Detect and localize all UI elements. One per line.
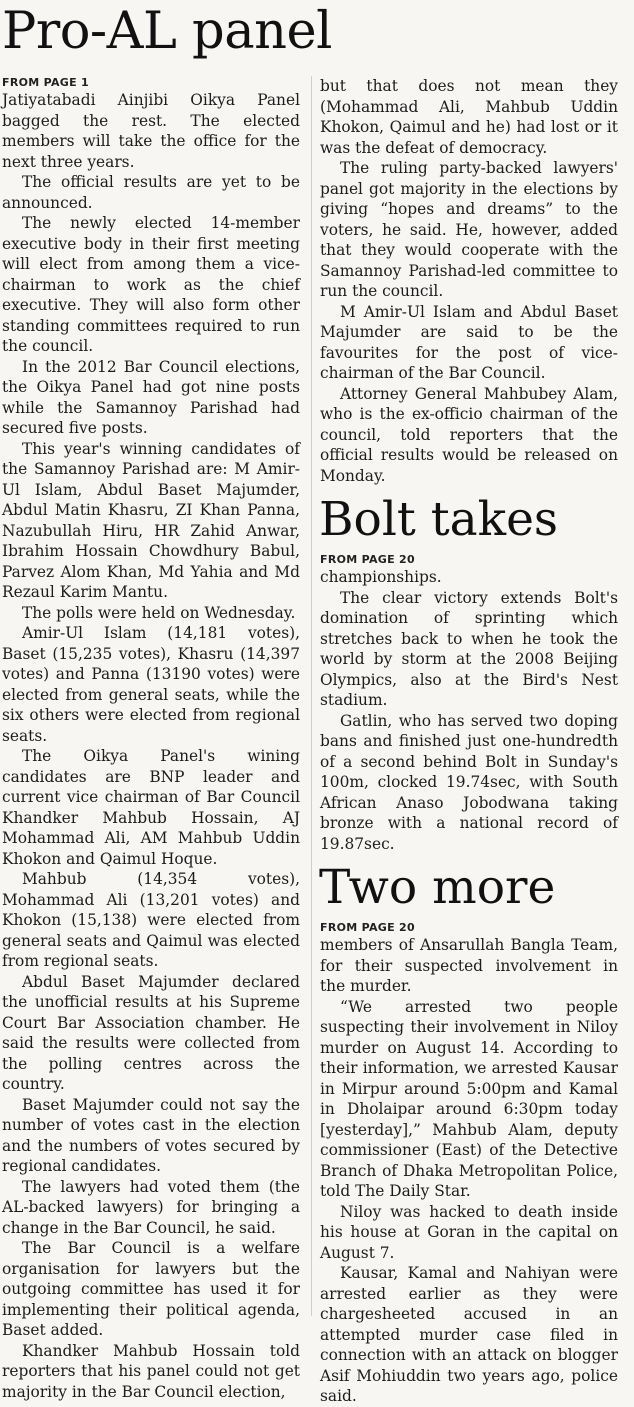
paragraph: The newly elected 14-member executive body in their first meeting will elect from among them a vice-chairman to work as the chief executive. They will also form other standing committees required to run the council. xyxy=(2,214,300,355)
paragraph: championships. xyxy=(320,568,442,586)
paragraph: but that does not mean they (Mohammad Ali, Mahbub Uddin Khokon, Qaimul and he) had lost or it was the defeat of democracy. xyxy=(320,77,618,157)
paragraph: The clear victory extends Bolt's domination of sprinting which stretches back to when he took the world by storm at the 2008 Beijing Olympics, also at the Bird's Nest stadium. xyxy=(320,588,618,709)
paragraph: “We arrested two people suspecting their involvement in Niloy murder on August 14. According to their information, we arrested Kausar in Mirpur around 5:00pm and Kamal in Dholaipar around 6:30pm today [yesterday],” Mahbub Alam, deputy commissioner (East) of the Detective Branch of Dhaka Metropolitan Police, told The Daily Star. xyxy=(320,997,618,1200)
headline-pro-al-panel: Pro-AL panel xyxy=(2,2,332,61)
column-divider xyxy=(311,76,312,1316)
paragraph: The Bar Council is a welfare organisation for lawyers but the outgoing committee has used it for implementing their political agenda, Baset added. xyxy=(2,1239,300,1339)
paragraph: Abdul Baset Majumder declared the unofficial results at his Supreme Court Bar Association chamber. He said the results were collected from the polling centres across the country. xyxy=(2,972,300,1093)
paragraph: Jatiyatabadi Ainjibi Oikya Panel bagged the rest. The elected members will take the office for the next three years. xyxy=(2,91,300,171)
paragraph: The official results are yet to be announced. xyxy=(2,173,300,212)
paragraph: Khandker Mahbub Hossain told reporters that his panel could not get majority in the Bar Council election, xyxy=(2,1341,300,1401)
paragraph: M Amir-Ul Islam and Abdul Baset Majumder are said to be the favourites for the post of vice-chairman of the Bar Council. xyxy=(320,302,618,382)
paragraph: This year's winning candidates of the Samannoy Parishad are: M Amir-Ul Islam, Abdul Baset Majumder, Abdul Matin Khasru, ZI Khan Panna, Nazubullah Hiru, HR Zahid Anwar, Ibrahim Hossain Chowdhury Babul, Parvez Alom Khan, Md Yahia and Md Rezaul Karim Mantu. xyxy=(2,439,300,601)
paragraph: The Oikya Panel's wining candidates are BNP leader and current vice chairman of Bar Council Khandker Mahbub Hossain, AJ Mohammad Ali, AM Mahbub Uddin Khokon and Qaimul Hoque. xyxy=(2,747,300,868)
article-column-right xyxy=(320,76,618,1407)
paragraph: Kausar, Kamal and Nahiyan were arrested earlier as they were chargesheeted accused in an attempted murder case filed in connection with an attack on blogger Asif Mohiuddin two years ago, police said. xyxy=(320,1264,618,1405)
paragraph: members of Ansarullah Bangla Team, for their suspected involvement in the murder. xyxy=(320,936,618,995)
from-page-label: FROM PAGE 20 xyxy=(320,921,415,934)
paragraph: The polls were held on Wednesday. xyxy=(22,603,296,622)
paragraph: The ruling party-backed lawyers' panel got majority in the elections by giving “hopes and dreams” to the voters, he said. He, however, added that they would cooperate with the Samannoy Parishad-led committee to run the council. xyxy=(320,159,618,300)
paragraph: Niloy was hacked to death inside his house at Goran in the capital on August 7. xyxy=(320,1202,618,1262)
paragraph: Gatlin, who has served two doping bans and finished just one-hundredth of a second behind Bolt in Sunday's 100m, clocked 19.74sec, with South African Anaso Jobodwana taking bronze with a national record of 19.87sec. xyxy=(320,711,618,853)
paragraph: Mahbub (14,354 votes), Mohammad Ali (13,201 votes) and Khokon (15,138) were elected from general seats and Qaimul was elected from regional seats. xyxy=(2,870,300,970)
article-column-left xyxy=(2,76,300,1402)
headline-bolt-takes: Bolt takes xyxy=(319,492,559,547)
paragraph: The lawyers had voted them (the AL-backed lawyers) for bringing a change in the Bar Council, he said. xyxy=(2,1177,300,1237)
from-page-label: FROM PAGE 20 xyxy=(320,553,415,566)
paragraph: Baset Majumder could not say the number of votes cast in the election and the numbers of votes secured by regional candidates. xyxy=(2,1095,300,1175)
from-page-label: FROM PAGE 1 xyxy=(2,76,90,89)
paragraph: In the 2012 Bar Council elections, the Oikya Panel had got nine posts while the Samannoy Parishad had secured five posts. xyxy=(2,357,300,437)
headline-two-more: Two more xyxy=(319,860,556,915)
paragraph: Amir-Ul Islam (14,181 votes), Baset (15,235 votes), Khasru (14,397 votes) and Panna (13190 votes) were elected from general seats, while the six others were elected from regional seats. xyxy=(2,624,300,745)
paragraph: Attorney General Mahbubey Alam, who is the ex-officio chairman of the council, told reporters that the official results would be released on Monday. xyxy=(320,384,618,485)
